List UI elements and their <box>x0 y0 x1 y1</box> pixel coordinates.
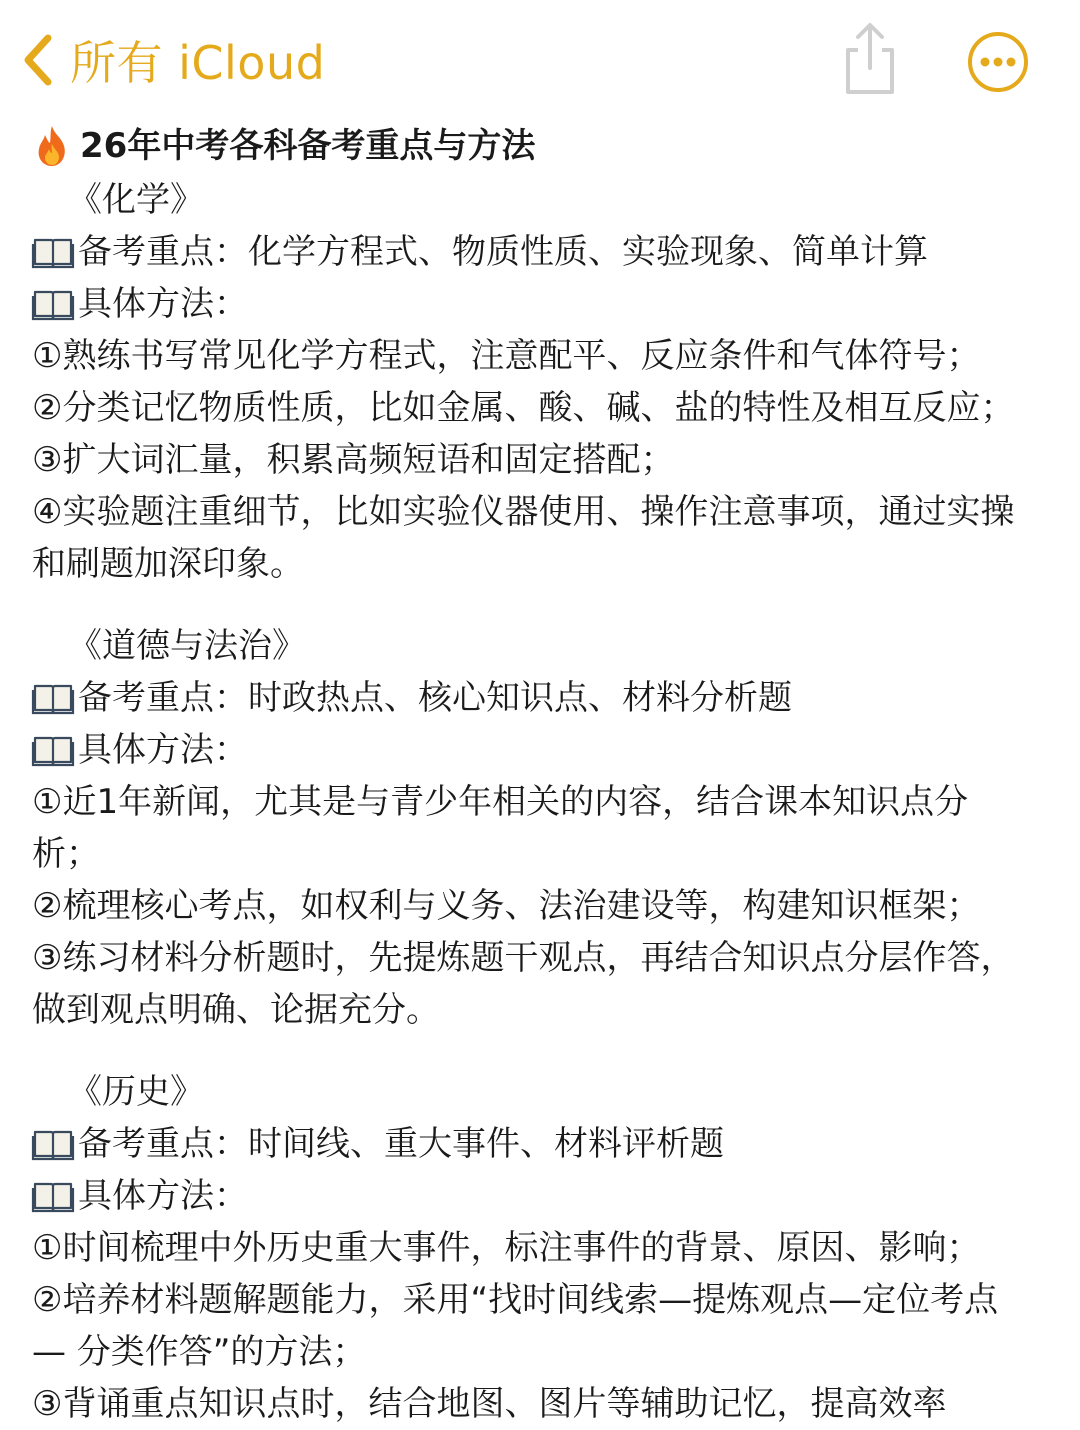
focus-text: 备考重点：化学方程式、物质性质、实验现象、简单计算 <box>78 232 928 272</box>
focus-line <box>32 226 1048 278</box>
note-body[interactable] <box>32 118 1048 1430</box>
method-item: 做到观点明确、论据充分。 <box>32 990 440 1030</box>
method-item: ①近1年新闻，尤其是与青少年相关的内容，结合课本知识点分 <box>32 782 969 822</box>
open-book-icon <box>32 734 74 766</box>
chevron-left-icon <box>20 32 54 88</box>
more-icon <box>966 30 1030 94</box>
method-item: ③练习材料分析题时，先提炼题干观点，再结合知识点分层作答， <box>32 938 1015 978</box>
method-item: ③背诵重点知识点时，结合地图、图片等辅助记忆，提高效率 <box>32 1384 947 1424</box>
section-chemistry <box>32 174 1048 590</box>
note-title: 26年中考各科备考重点与方法 <box>80 126 536 166</box>
share-icon <box>838 20 902 96</box>
open-book-icon <box>32 288 74 320</box>
fire-icon <box>32 124 72 168</box>
method-item: ①熟练书写常见化学方程式，注意配平、反应条件和气体符号； <box>32 336 981 376</box>
method-line <box>32 1170 1048 1222</box>
subject-heading: 《化学》 <box>68 180 204 220</box>
focus-line <box>32 1118 1048 1170</box>
more-button[interactable] <box>966 30 1030 94</box>
method-item: 和刷题加深印象。 <box>32 544 304 584</box>
method-line <box>32 278 1048 330</box>
back-button[interactable] <box>20 28 325 92</box>
share-button[interactable] <box>838 20 902 96</box>
method-item: ②梳理核心考点，如权利与义务、法治建设等，构建知识框架； <box>32 886 981 926</box>
back-label: 所有 iCloud <box>70 36 326 90</box>
method-label: 具体方法： <box>78 284 248 324</box>
method-item: ②培养材料题解题能力，采用“找时间线索—提炼观点—定位考点 <box>32 1280 999 1320</box>
subject-heading: 《道德与法治》 <box>68 626 306 666</box>
method-item: — 分类作答”的方法； <box>32 1332 367 1372</box>
navigation-bar <box>0 0 1080 120</box>
subject-heading: 《历史》 <box>68 1072 204 1112</box>
method-label: 具体方法： <box>78 1176 248 1216</box>
method-item: ①时间梳理中外历史重大事件，标注事件的背景、原因、影响； <box>32 1228 981 1268</box>
method-line <box>32 724 1048 776</box>
open-book-icon <box>32 236 74 268</box>
section-morality-law <box>32 620 1048 1036</box>
focus-line <box>32 672 1048 724</box>
open-book-icon <box>32 1128 74 1160</box>
method-item: ④实验题注重细节，比如实验仪器使用、操作注意事项，通过实操 <box>32 492 1015 532</box>
focus-text: 备考重点：时政热点、核心知识点、材料分析题 <box>78 678 792 718</box>
open-book-icon <box>32 1180 74 1212</box>
method-item: 析； <box>32 834 100 874</box>
note-title-row <box>32 118 1048 174</box>
method-item: ②分类记忆物质性质，比如金属、酸、碱、盐的特性及相互反应； <box>32 388 1015 428</box>
method-label: 具体方法： <box>78 730 248 770</box>
open-book-icon <box>32 682 74 714</box>
method-item: ③扩大词汇量，积累高频短语和固定搭配； <box>32 440 675 480</box>
focus-text: 备考重点：时间线、重大事件、材料评析题 <box>78 1124 724 1164</box>
section-history <box>32 1066 1048 1430</box>
